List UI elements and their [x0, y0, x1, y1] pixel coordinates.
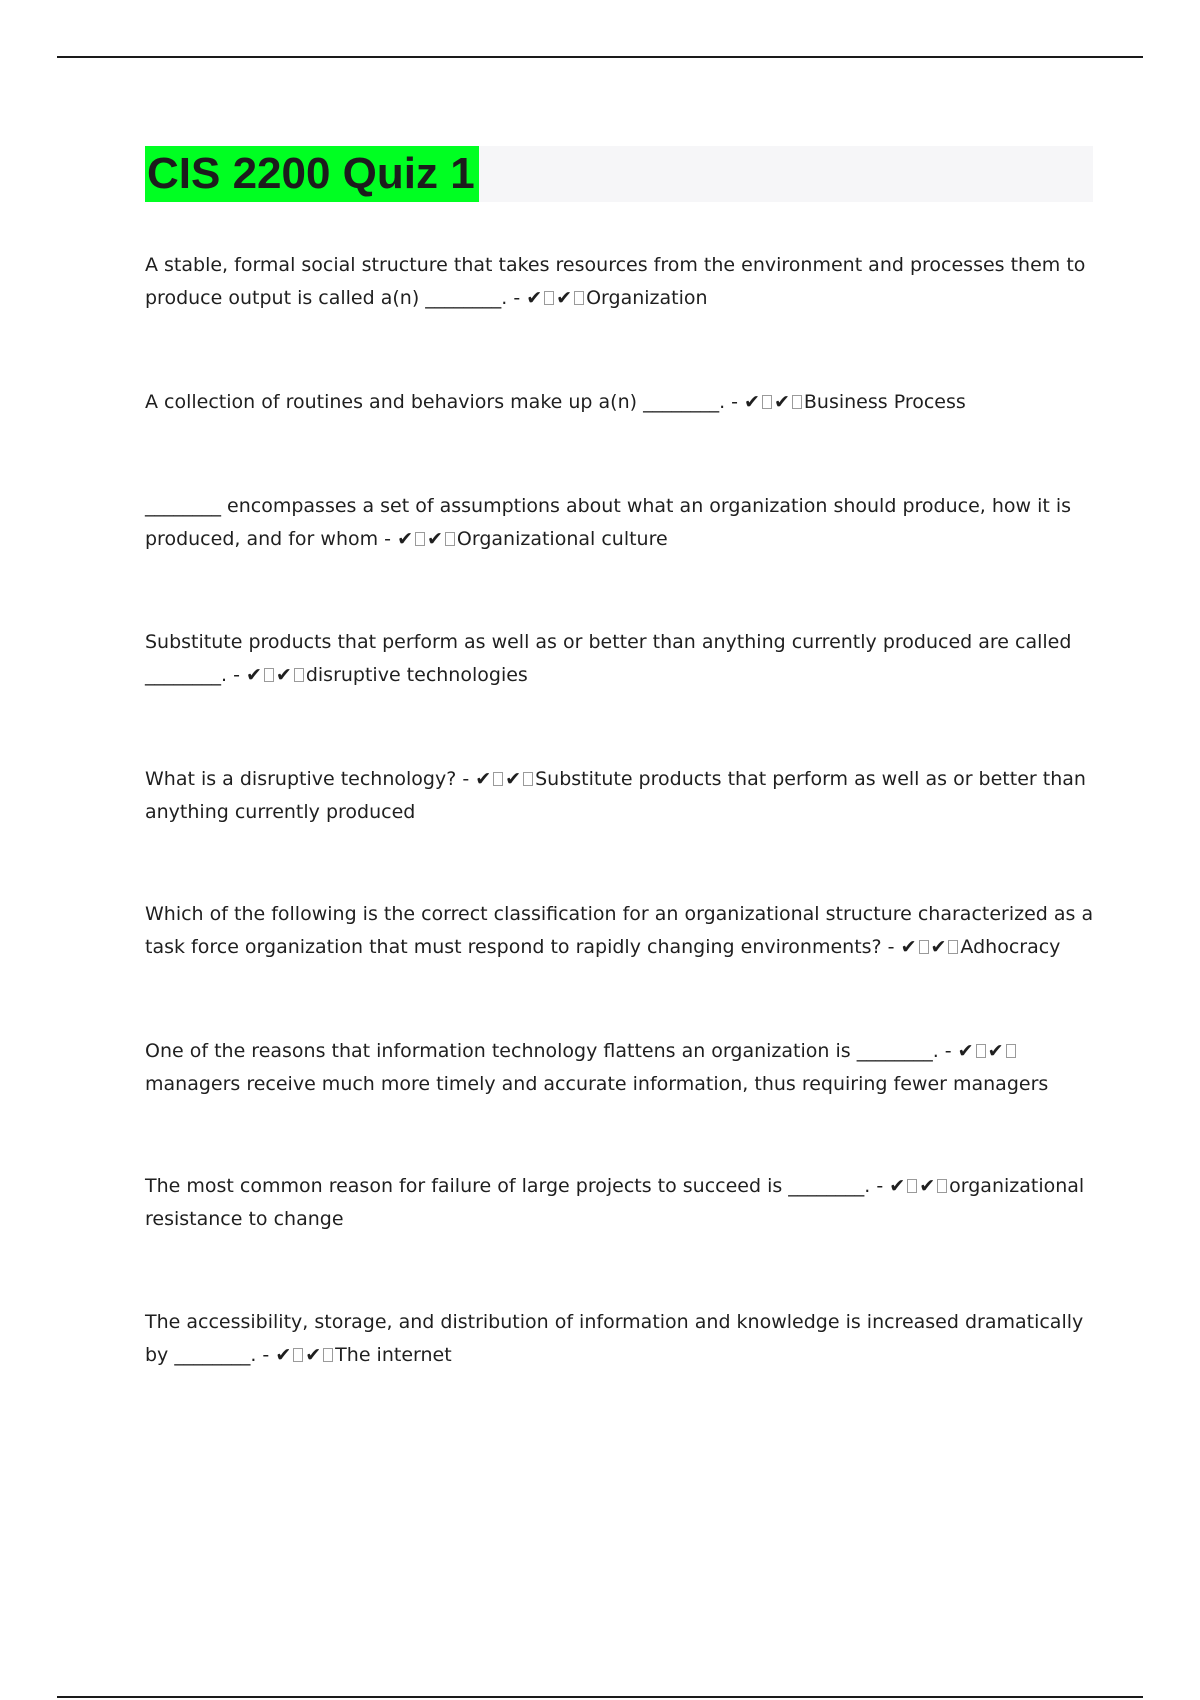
- question-text: The accessibility, storage, and distribution of information and knowledge is increased dramatically by ________.: [145, 1311, 1084, 1366]
- check-icon: ✔: [773, 391, 790, 413]
- check-icon: ✔: [930, 935, 947, 958]
- check-icon: ✔: [305, 1343, 322, 1366]
- check-icon: ✔: [426, 527, 443, 550]
- missing-glyph-icon: [264, 668, 274, 682]
- header-rule: [57, 56, 1143, 58]
- check-icon: ✔: [245, 663, 262, 686]
- answer-text: disruptive technologies: [305, 663, 528, 686]
- qa-item-4: [145, 626, 1095, 691]
- missing-glyph-icon: [574, 291, 584, 305]
- answer-text: Substitute products that perform as well as or better than anything currently produced: [145, 768, 1086, 823]
- separator: -: [378, 527, 398, 550]
- qa-item-3: [145, 490, 1095, 555]
- check-icon: ✔: [889, 1175, 906, 1197]
- missing-glyph-icon: [792, 395, 802, 409]
- question-text: One of the reasons that information technology flattens an organization is ________.: [145, 1040, 939, 1062]
- question-text: A stable, formal social structure that takes resources from the environment and processes them to produce output is called a(n) ________.: [145, 254, 1086, 309]
- check-icon: ✔: [919, 1175, 936, 1197]
- answer-text: Organizational culture: [456, 527, 668, 550]
- separator: -: [725, 391, 745, 413]
- missing-glyph-icon: [294, 668, 304, 682]
- separator: -: [870, 1175, 890, 1197]
- answer-text: The internet: [335, 1343, 452, 1366]
- qa-item-2: [145, 386, 1095, 419]
- question-text: A collection of routines and behaviors make up a(n) ________.: [145, 391, 726, 413]
- qa-item-9: [145, 1306, 1095, 1371]
- missing-glyph-icon: [1006, 1044, 1016, 1058]
- question-text: What is a disruptive technology?: [145, 768, 457, 790]
- check-icon: ✔: [744, 391, 760, 413]
- separator: -: [456, 768, 476, 790]
- answer-text: managers receive much more timely and accurate information, thus requiring fewer managers: [145, 1072, 1049, 1095]
- missing-glyph-icon: [493, 772, 503, 786]
- check-icon: ✔: [505, 768, 522, 790]
- separator: -: [256, 1343, 276, 1366]
- qa-item-5: [145, 763, 1095, 828]
- missing-glyph-icon: [762, 395, 772, 409]
- question-text: Which of the following is the correct classification for an organizational structure characterized as a task force organization that must respond to rapidly changing environments?: [145, 903, 1094, 958]
- missing-glyph-icon: [445, 532, 455, 546]
- missing-glyph-icon: [544, 291, 554, 305]
- check-icon: ✔: [275, 663, 292, 686]
- answer-text: Business Process: [803, 391, 966, 413]
- qa-item-7: [145, 1035, 1095, 1100]
- missing-glyph-icon: [907, 1179, 917, 1193]
- missing-glyph-icon: [323, 1348, 333, 1362]
- check-icon: ✔: [475, 768, 492, 790]
- check-icon: ✔: [900, 935, 917, 958]
- missing-glyph-icon: [948, 940, 958, 954]
- answer-text: Organization: [586, 286, 708, 309]
- qa-item-6: [145, 898, 1095, 963]
- page-title: CIS 2200 Quiz 1: [145, 146, 479, 202]
- answer-text: Adhocracy: [960, 935, 1061, 958]
- question-text: Substitute products that perform as well as or better than anything currently produced are called ________.: [145, 631, 1072, 686]
- qa-item-1: [145, 249, 1095, 314]
- separator: -: [938, 1040, 958, 1062]
- check-icon: ✔: [397, 527, 413, 550]
- missing-glyph-icon: [976, 1044, 986, 1058]
- missing-glyph-icon: [415, 532, 425, 546]
- answer-text: organizational resistance to change: [145, 1175, 1085, 1230]
- check-icon: ✔: [987, 1040, 1004, 1062]
- separator: -: [227, 663, 246, 686]
- footer-rule: [57, 1696, 1143, 1698]
- missing-glyph-icon: [937, 1179, 947, 1193]
- qa-item-8: [145, 1170, 1095, 1235]
- question-text: ________ encompasses a set of assumptions about what an organization should produce, how it is produced, and for whom: [145, 495, 1072, 550]
- question-text: The most common reason for failure of large projects to succeed is ________.: [145, 1175, 871, 1197]
- check-icon: ✔: [556, 286, 573, 309]
- separator: -: [881, 935, 901, 958]
- check-icon: ✔: [275, 1343, 292, 1366]
- check-icon: ✔: [957, 1040, 974, 1062]
- missing-glyph-icon: [919, 940, 929, 954]
- missing-glyph-icon: [293, 1348, 303, 1362]
- missing-glyph-icon: [523, 772, 533, 786]
- separator: -: [507, 286, 527, 309]
- check-icon: ✔: [526, 286, 543, 309]
